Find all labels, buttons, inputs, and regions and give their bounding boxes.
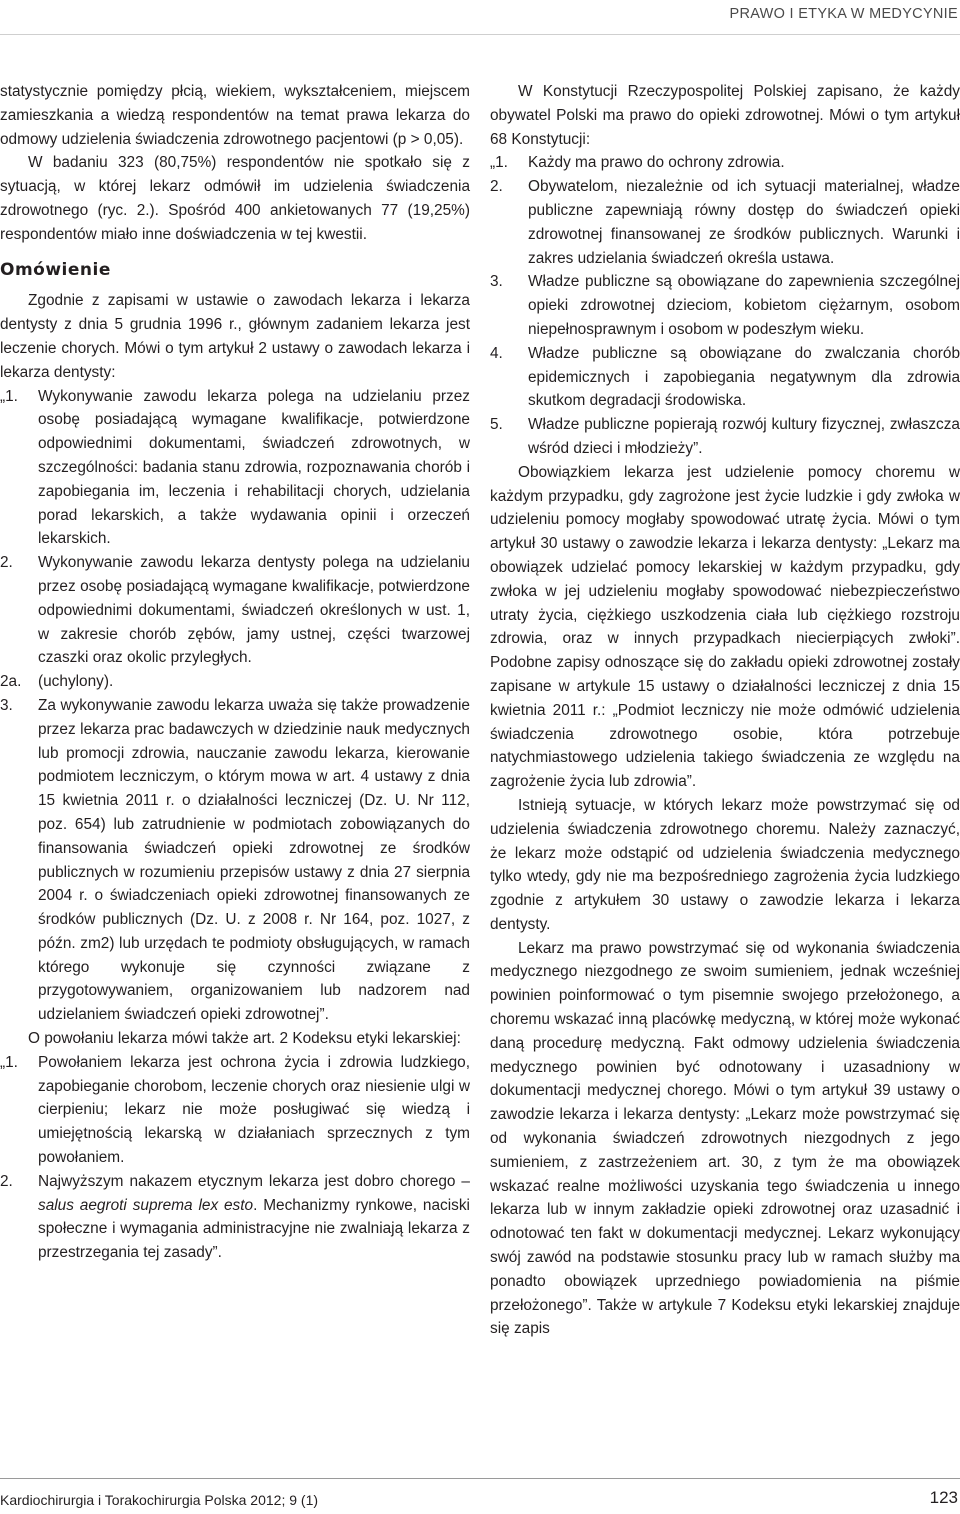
results-paragraph-2: W badaniu 323 (80,75%) respondentów nie spotkało się z sytuacją, w której lekarz odmówił im udzielenia świadczenia zdrowotnego (ryc. 2.). Spośród 400 ankietowanych 77 (19,25%) respondentów miało inne doświadczenia w tej kwestii. <box>0 154 470 243</box>
running-header <box>0 0 960 35</box>
list-item <box>0 1170 470 1265</box>
list-item <box>0 385 470 552</box>
running-title: PRAWO I ETYKA W MEDYCYNIE <box>729 6 958 22</box>
constitution-article-list <box>490 151 960 460</box>
list-item <box>490 270 960 341</box>
section-heading: Omówienie <box>0 259 111 280</box>
journal-citation: Kardiochirurgia i Torakochirurgia Polska 2012; 9 (1) <box>0 1492 319 1508</box>
list-number: 4. <box>490 344 503 362</box>
list-number: 2. <box>0 554 13 572</box>
list-text: Władze publiczne są obowiązane do zapewnienia szczególnej opieki zdrowotnej dzieciom, kobietom ciężarnym, osobom niepełnosprawnym i osobom w podeszłym wieku. <box>528 273 960 338</box>
list-number: „1. <box>0 387 18 405</box>
list-text: Wykonywanie zawodu lekarza polega na udzielaniu przez osobę posiadającą wymagane kwalifikacje, potwierdzone odpowiednimi dokumentami, świadczeń zdrowotnych, w szczególności: badania stanu zdrowia, rozpoznawania chorób i zapobiegania im, leczenia i rehabilitacji chorych, udzielania porad lekarskich, a także wydawania opinii i orzeczeń lekarskich. <box>38 387 470 548</box>
list-item <box>0 551 470 670</box>
right-column <box>490 80 960 1341</box>
list-number: „1. <box>490 154 508 172</box>
list-number: 2. <box>0 1172 13 1190</box>
list-text-start: Najwyższym nakazem etycznym lekarza jest dobro chorego – <box>38 1172 470 1190</box>
list-number: 3. <box>0 696 13 714</box>
list-text: (uchylony). <box>38 673 114 691</box>
code-of-ethics-intro: O powołaniu lekarza mówi także art. 2 Kodeksu etyki lekarskiej: <box>28 1030 461 1048</box>
list-item <box>490 175 960 270</box>
list-item <box>490 151 960 175</box>
conscience-paragraph: Lekarz ma prawo powstrzymać się od wykonania świadczenia medycznego niezgodnego ze swoim sumieniem, jednak wcześniej powinien poinformować o tym pisemnie swojego przełożonego, a choremu wskazać inną placówkę medyczną, w której może wykonać daną procedurę medyczną. Fakt odmowy udzielenia świadczenia medycznego powinien być odnotowany i uzasadniony w dokumentacji medycznej chorego. Mówi o tym artykuł 39 ustawy o zawodzie lekarza i lekarza dentysty: „Lekarz może powstrzymać się od wykonania świadczeń zdrowotnych niezgodnych z jego sumieniem, z zastrzeżeniem art. 30, z tym że ma obowiązek wskazać realne możliwości uzyskania tego świadczenia u innego lekarza lub w innym zakładzie opieki zdrowotnej oraz uzasadnić i odnotować ten fakt w dokumentacji medycznej. Lekarz wykonujący swój zawód na podstawie stosunku pracy lub w ramach służby ma ponadto obowiązek uprzedniego powiadomienia na piśmie przełożonego”. Także w artykule 7 Kodeksu etyki lekarskiej znajduje się zapis <box>490 939 960 1338</box>
page-number: 123 <box>929 1488 958 1507</box>
list-number: „1. <box>0 1053 18 1071</box>
list-number: 2a. <box>0 673 22 691</box>
discussion-paragraph: Zgodnie z zapisami w ustawie o zawodach lekarza i lekarza dentysty z dnia 5 grudnia 1996 r., głównym zadaniem lekarza jest leczenie chorych. Mówi o tym artykuł 2 ustawy o zawodach lekarza i lekarza dentysty: <box>0 292 470 381</box>
list-text: Za wykonywanie zawodu lekarza uważa się także prowadzenie przez lekarza prac badawczych w dziedzinie nauk medycznych lub promocji zdrowia, nauczanie zawodu lekarza, kierowanie podmiotem leczniczym, o którym mowa w art. 4 ustawy z dnia 15 kwietnia 2011 r. o działalności leczniczej (Dz. U. Nr 112, poz. 654) lub zatrudnienie w podmiotach zobowiązanych do finansowania świadczeń opieki zdrowotnej ze środków publicznych w rozumieniu przepisów ustawy z dnia 27 sierpnia 2004 r. o świadczeniach opieki zdrowotnej finansowanych ze środków publicznych (Dz. U. z 2008 r. Nr 164, poz. 1027, z późn. zm2) lub urzędach te podmioty obsługujących, w ramach którego wykonuje się czynności związane z przygotowywaniem, organizowaniem lub nadzorem nad udzielaniem świadczeń opieki zdrowotnej”. <box>38 696 470 1024</box>
ethics-article-list <box>0 1051 470 1265</box>
list-text: Władze publiczne są obowiązane do zwalczania chorób epidemicznych i zapobiegania negatywnym dla zdrowia skutkom degradacji środowiska. <box>528 344 960 410</box>
list-item <box>0 1051 470 1170</box>
list-text-end: . Mechanizmy rynkowe, naciski społeczne i wymagania administracyjne nie zwalniają lekarza z przestrzegania tej zasady”. <box>38 1196 470 1262</box>
list-number: 5. <box>490 416 503 434</box>
list-text: Wykonywanie zawodu lekarza dentysty polega na udzielaniu przez osobę posiadającą wymagane kwalifikacje, potwierdzone odpowiednimi dokumentami, świadczeń określonych w ust. 1, w zakresie chorób zębów, jamy ustnej, części twarzowej czaszki oraz okolic przyległych. <box>38 554 470 667</box>
constitution-paragraph: W Konstytucji Rzeczypospolitej Polskiej zapisano, że każdy obywatel Polski ma prawo do opieki zdrowotnej. Mówi o tym artykuł 68 Konstytucji: <box>490 83 960 148</box>
article-2-list <box>0 385 470 1028</box>
list-item <box>0 670 470 694</box>
list-text: Obywatelom, niezależnie od ich sytuacji materialnej, władze publiczne zapewniają równy dostęp do świadczeń opieki zdrowotnej finansowanej ze środków publicznych. Warunki i zakres udzielania świadczeń określa ustawa. <box>528 178 960 267</box>
results-paragraph: statystycznie pomiędzy płcią, wiekiem, wykształceniem, miejscem zamieszkania a wiedzą respondentów na temat prawa lekarza do odmowy udzielenia świadczenia zdrowotnego pacjentowi (p > 0,05). <box>0 83 470 148</box>
list-number: 3. <box>490 273 503 291</box>
latin-maxim: salus aegroti suprema lex esto <box>38 1196 254 1214</box>
refusal-paragraph: Istnieją sytuacje, w których lekarz może powstrzymać się od udzielenia świadczenia zdrowotnego choremu. Należy zaznaczyć, że lekarz może odstąpić od udzielenia świadczenia medycznego tylko wtedy, gdy nie ma bezpośredniego zagrożenia życia ludzkiego zgodnie z artykułem 30 ustawy o zawodzie lekarza i lekarza dentysty. <box>490 796 960 933</box>
list-item <box>490 342 960 413</box>
list-number: 2. <box>490 178 503 196</box>
list-text: Każdy ma prawo do ochrony zdrowia. <box>528 154 785 172</box>
list-text: Władze publiczne popierają rozwój kultury fizycznej, zwłaszcza wśród dzieci i młodzieży”. <box>528 416 960 457</box>
list-text: Powołaniem lekarza jest ochrona życia i zdrowia ludzkiego, zapobieganie chorobom, leczenie chorych oraz niesienie ulgi w cierpieniu; lekarz nie może posługiwać się wiedzą i umiejętnością lekarską w działaniach sprzecznych z tym powołaniem. <box>38 1053 470 1167</box>
list-item <box>490 413 960 461</box>
left-column <box>0 80 470 1265</box>
duty-paragraph: Obowiązkiem lekarza jest udzielenie pomocy choremu w każdym przypadku, gdy zagrożone jest życie ludzkie i gdy zwłoka w udzieleniu pomocy mogłaby spowodować utratę życia. Mówi o tym artykuł 30 ustawy o zawodzie lekarza i lekarza dentysty: „Lekarz ma obowiązek udzielać pomocy lekarskiej w każdym przypadku, gdy zwłoka w jej udzieleniu mogłaby spowodować niebezpieczeństwo utraty życia, ciężkiego uszkodzenia ciała lub ciężkiego rozstroju zdrowia, oraz w innych przypadkach niecierpiących zwłoki”. Podobne zapisy odnoszące się do zakładu opieki zdrowotnej zostały zapisane w artykule 15 ustawy o działalności leczniczej z dnia 15 kwietnia 2011 r.: „Podmiot leczniczy nie może odmówić udzielenia świadczenia zdrowotnego osobie, która potrzebuje natychmiastowego udzielenia takiego świadczenia ze względu na zagrożenie życia lub zdrowia”. <box>490 463 960 791</box>
page-footer <box>0 1478 960 1514</box>
list-item <box>0 694 470 1027</box>
